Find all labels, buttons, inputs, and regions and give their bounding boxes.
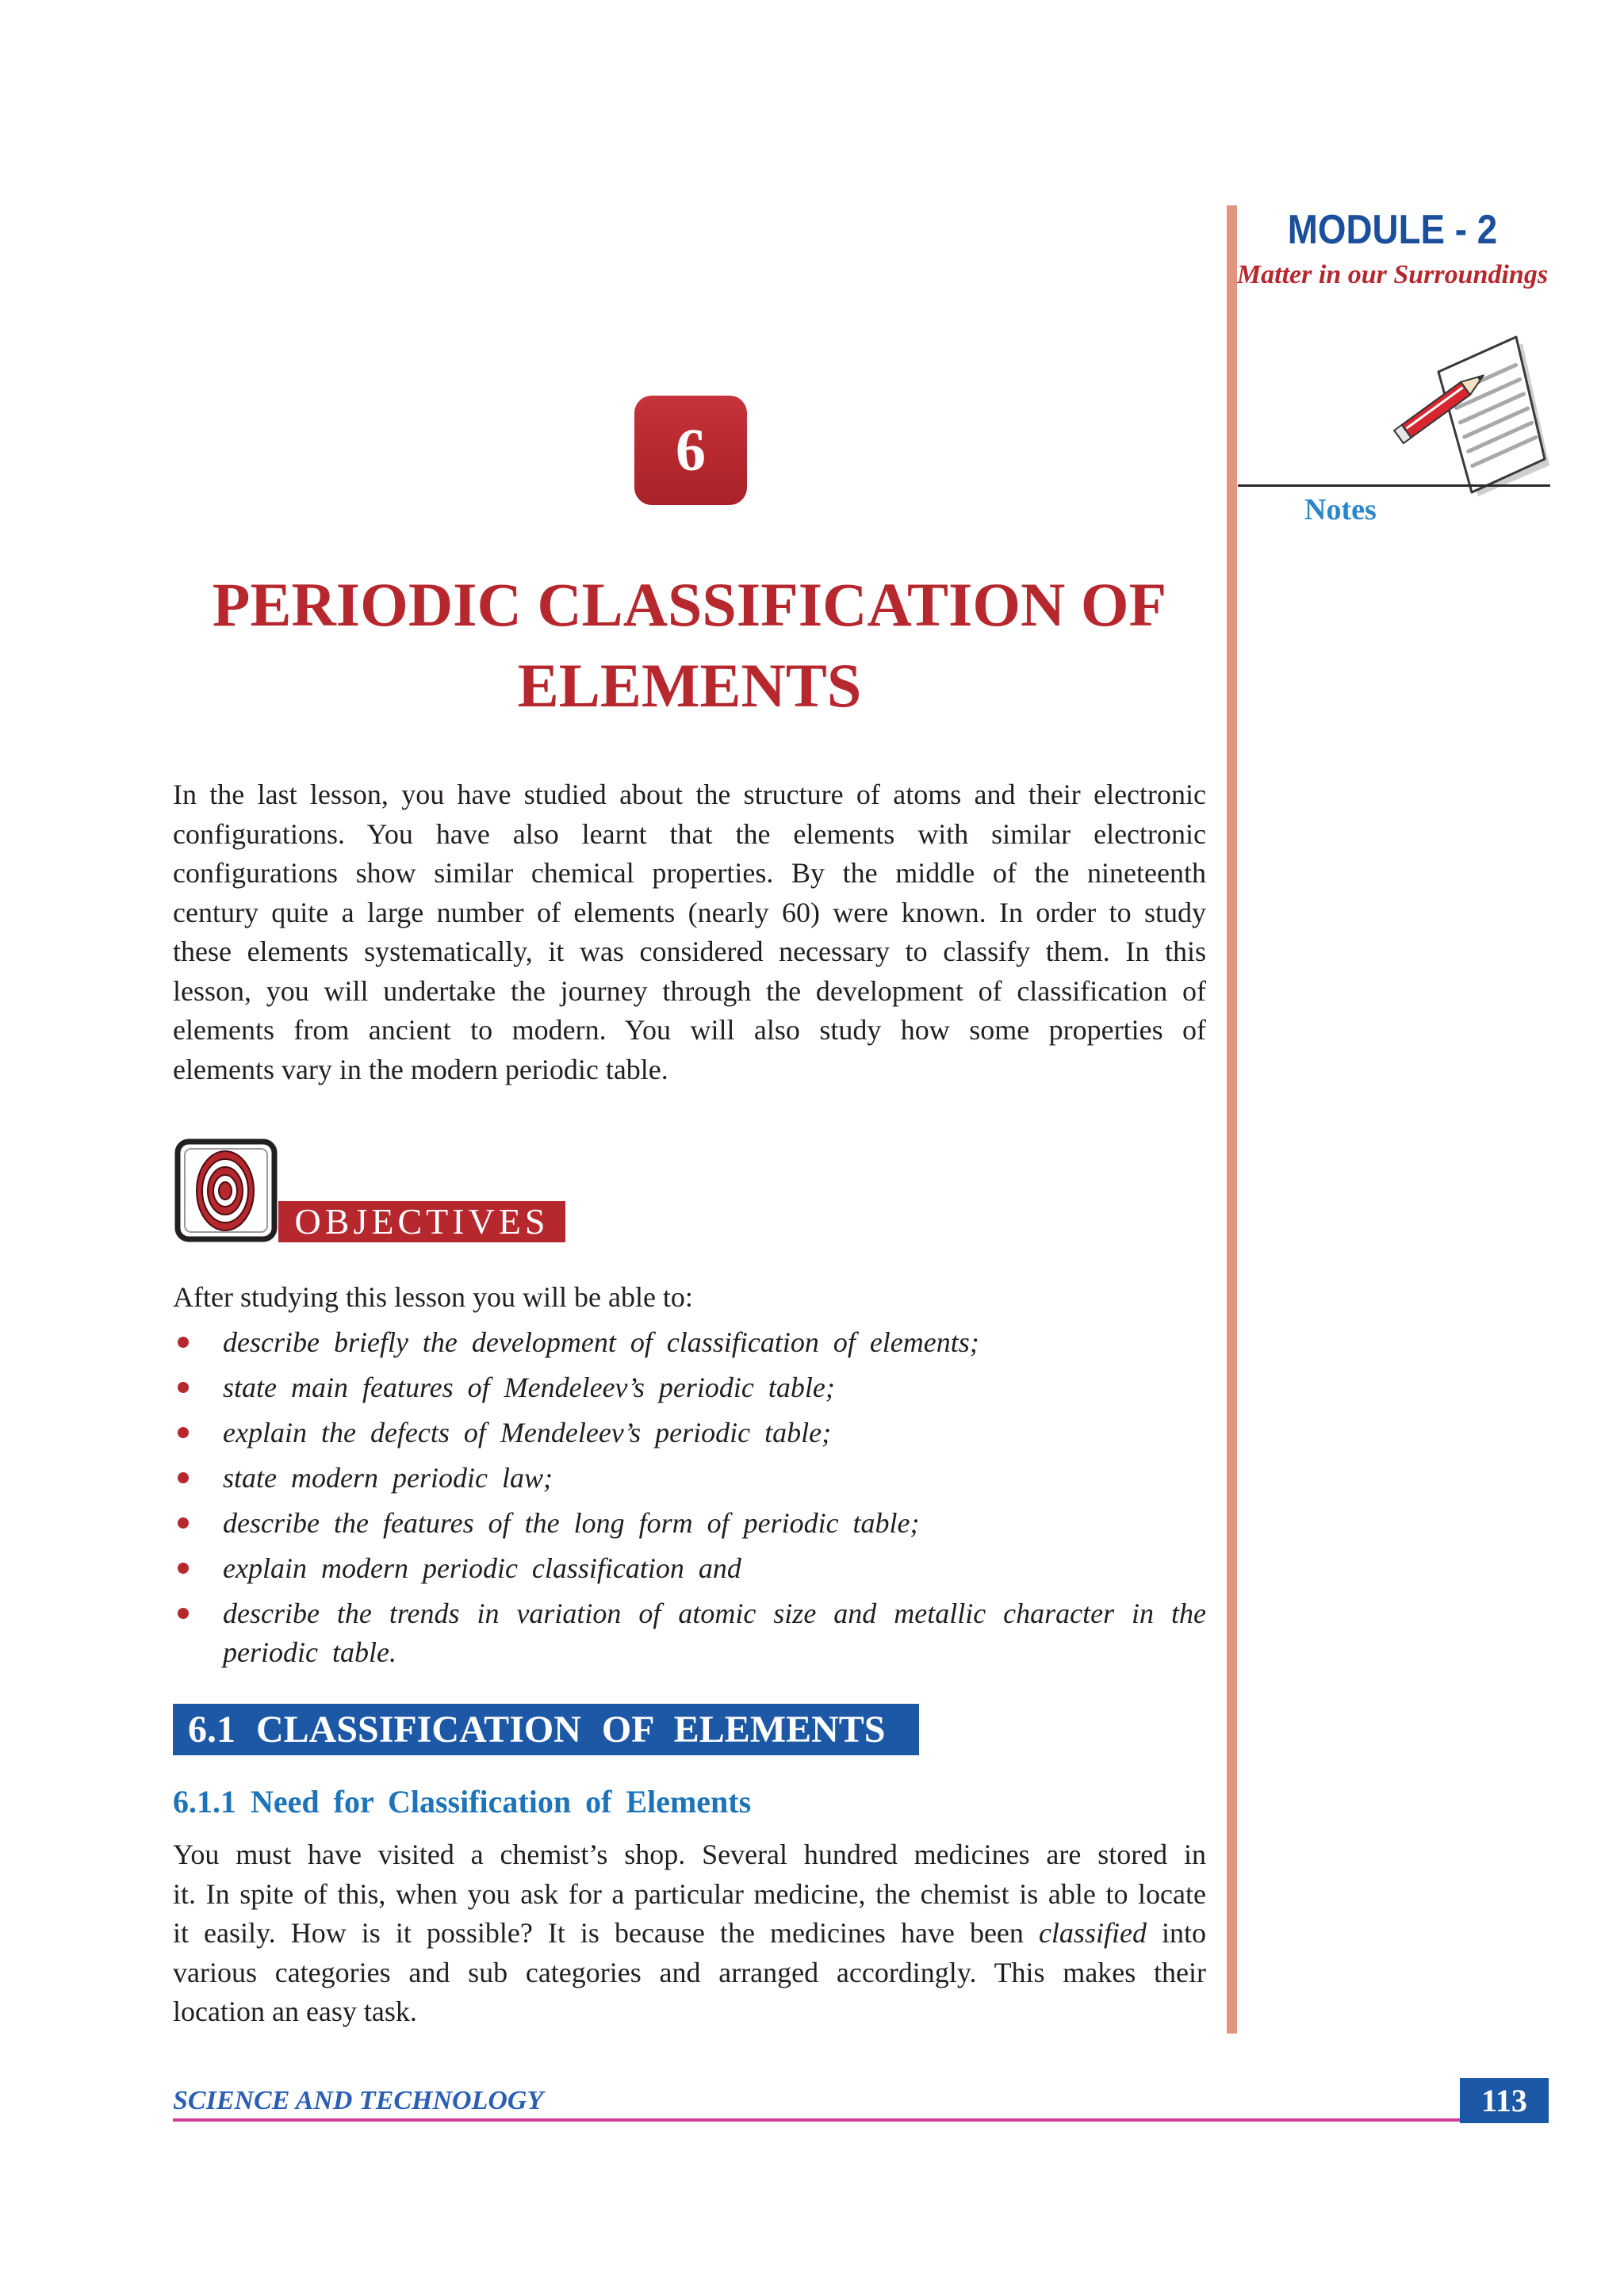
objective-text-continued: periodic table. bbox=[223, 1636, 396, 1668]
page-number: 113 bbox=[1460, 2078, 1549, 2123]
bullet-icon bbox=[178, 1517, 189, 1529]
text-run: it. In spite of this, when you ask for a particular medicine, the chemist is able to locate bbox=[173, 1877, 1206, 1910]
text-run: You must have visited a chemist’s shop. Several hundred medicines are stored in bbox=[173, 1839, 1206, 1870]
intro-line: configurations. You have also learnt that the elements with similar electronic bbox=[173, 817, 1206, 850]
objective-item bbox=[173, 1594, 1206, 1672]
objective-item bbox=[173, 1368, 1206, 1407]
section-heading: 6.1 CLASSIFICATION OF ELEMENTS bbox=[173, 1704, 919, 1755]
bullet-icon bbox=[178, 1337, 189, 1348]
intro-line: century quite a large number of elements (nearly 60) were known. In order to study bbox=[173, 896, 1206, 928]
chapter-title bbox=[173, 564, 1206, 726]
paragraph-line bbox=[173, 1835, 1206, 1875]
paragraph-line bbox=[173, 1914, 1206, 1954]
footer-book-title: SCIENCE AND TECHNOLOGY bbox=[173, 2086, 544, 2115]
objective-item bbox=[173, 1459, 1206, 1498]
paragraph-line bbox=[173, 1992, 1206, 2032]
bullet-icon bbox=[178, 1382, 189, 1393]
module-label: MODULE - 2 bbox=[1287, 207, 1498, 253]
chapter-number-badge bbox=[634, 396, 747, 505]
objectives-heading: OBJECTIVES bbox=[278, 1201, 565, 1242]
bullet-icon bbox=[178, 1472, 189, 1483]
bullet-icon bbox=[178, 1608, 189, 1619]
footer-rule bbox=[173, 2118, 1460, 2122]
intro-line: In the last lesson, you have studied about the structure of atoms and their electronic bbox=[173, 779, 1206, 810]
intro-line: lesson, you will undertake the journey through the development of classification of bbox=[173, 974, 1206, 1007]
objectives-lead: After studying this lesson you will be able to: bbox=[173, 1281, 693, 1313]
paragraph-line bbox=[173, 1875, 1206, 1915]
margin-bar bbox=[1227, 205, 1237, 2034]
objective-item bbox=[173, 1323, 1206, 1362]
objective-text: describe the trends in variation of atomic size and metallic character in the bbox=[223, 1597, 1206, 1629]
objective-text: explain modern periodic classification and bbox=[223, 1552, 741, 1584]
text-run: various categories and sub categories and arranged accordingly. This makes their bbox=[173, 1956, 1206, 1988]
intro-paragraph bbox=[173, 775, 1206, 1089]
paragraph-line bbox=[173, 1954, 1206, 1993]
chapter-number: 6 bbox=[676, 417, 706, 484]
notes-label: Notes bbox=[1304, 493, 1377, 526]
objective-text: state main features of Mendeleev’s periodic table; bbox=[223, 1371, 835, 1403]
text-run: location an easy task. bbox=[173, 1996, 417, 2027]
objective-text: describe briefly the development of classification of elements; bbox=[223, 1326, 979, 1358]
target-icon bbox=[174, 1138, 278, 1242]
objective-item bbox=[173, 1549, 1206, 1588]
emphasized-term: classified bbox=[1038, 1917, 1147, 1949]
subsection-heading: 6.1.1 Need for Classification of Elements bbox=[173, 1784, 752, 1820]
notes-divider bbox=[1238, 484, 1550, 487]
objectives-list bbox=[173, 1323, 1206, 1678]
chapter-title-line: PERIODIC CLASSIFICATION OF bbox=[212, 570, 1167, 639]
intro-line: elements from ancient to modern. You will also study how some properties of bbox=[173, 1014, 1206, 1046]
objective-item bbox=[173, 1414, 1206, 1452]
bullet-icon bbox=[178, 1563, 189, 1574]
module-title: Matter in our Surroundings bbox=[1236, 260, 1549, 289]
notes-pencil-icon bbox=[1392, 334, 1551, 498]
objective-text: state modern periodic law; bbox=[223, 1461, 553, 1494]
objective-text: describe the features of the long form of periodic table; bbox=[223, 1506, 920, 1539]
text-run: it easily. How is it possible? It is because the medicines have been bbox=[173, 1917, 1039, 1949]
text-run: into bbox=[1146, 1917, 1206, 1949]
intro-line: elements vary in the modern periodic table. bbox=[173, 1053, 668, 1085]
intro-line: these elements systematically, it was considered necessary to classify them. In this bbox=[173, 936, 1206, 967]
objective-item bbox=[173, 1504, 1206, 1543]
objective-text: explain the defects of Mendeleev’s periodic table; bbox=[223, 1416, 832, 1448]
intro-line: configurations show similar chemical properties. By the middle of the nineteenth bbox=[173, 857, 1206, 889]
bullet-icon bbox=[178, 1427, 189, 1438]
chapter-title-line: ELEMENTS bbox=[517, 651, 862, 720]
section-paragraph bbox=[173, 1835, 1206, 2032]
